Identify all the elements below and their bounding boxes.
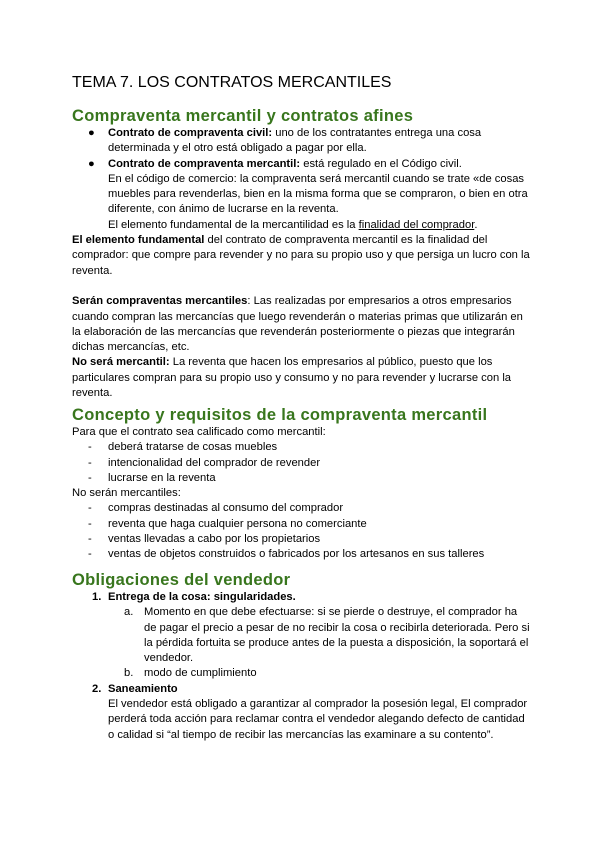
item-letter: a.	[124, 606, 134, 619]
list-item	[72, 547, 532, 562]
bold-text: Serán compraventas mercantiles	[72, 295, 248, 308]
sub-item	[72, 666, 532, 681]
list-text: intencionalidad del comprador de revender	[108, 456, 321, 469]
section-concepto	[72, 405, 532, 563]
bullet-body: uno de los contratantes entrega una cosa determinada y el otro está obligado a pagar por ella.	[108, 127, 482, 155]
bold-text: El elemento fundamental	[72, 234, 205, 247]
list-item	[72, 440, 532, 455]
list-text: compras destinadas al consumo del comprador	[108, 502, 344, 515]
bullet-extra: En el código de comercio: la compraventa será mercantil cuando se trate «de cosas muebles para revenderlas, bien en la misma forma que se compraron, o bien en otra diferente, con ánimo de lucrarse en la reventa.	[108, 172, 528, 216]
item-title: Entrega de la cosa: singularidades.	[108, 591, 296, 603]
list-text: reventa que haga cualquier persona no comerciante	[108, 517, 367, 530]
paragraph: Para que el contrato sea calificado como mercantil:	[72, 426, 326, 438]
text: del contrato de compraventa mercantil es la finalidad del comprador: que compre para revender y no para su propio uso y que persiga un lucro con la reventa.	[72, 234, 530, 277]
dash-icon: -	[88, 471, 92, 484]
text: La reventa que hacen los empresarios al público, puesto que los particulares compran para su propio uso y consumo y no para revender y lucrarse con la reventa.	[72, 356, 512, 400]
sub-item-text: Momento en que debe efectuarse: si se pierde o destruye, el comprador ha de pagar el precio a pesar de no recibir la cosa o recibirla deteriorada. Pero si la pérdida fortuita se produce antes de la puesta a disposición, la soportará el vendedor.	[144, 606, 530, 665]
bullet-text	[108, 126, 532, 157]
text: .	[474, 218, 478, 231]
item-title: Saneamiento	[108, 682, 178, 695]
list-text: lucrarse en la reventa	[108, 471, 216, 484]
dash-icon: -	[88, 517, 92, 530]
paragraph	[72, 355, 532, 401]
dash-icon: -	[88, 548, 92, 561]
document-title: TEMA 7. LOS CONTRATOS MERCANTILES	[72, 74, 392, 91]
sub-item	[72, 605, 532, 666]
list-text: ventas llevadas a cabo por los propietarios	[108, 533, 321, 546]
list-item	[72, 456, 532, 471]
paragraph	[72, 233, 532, 279]
dash-icon: -	[88, 456, 92, 469]
bullet-icon: ●	[88, 127, 95, 139]
item-number: 2.	[92, 682, 102, 695]
bullet-extra2	[108, 218, 532, 233]
section-compraventa	[72, 106, 532, 401]
paragraph: No serán mercantiles:	[72, 487, 181, 500]
bullet-bold: Contrato de compraventa civil:	[108, 127, 273, 139]
paragraph	[72, 294, 532, 355]
sub-item-text: modo de cumplimiento	[144, 667, 257, 680]
bullet-body: está regulado en el Código civil.	[300, 157, 462, 170]
section-heading: Concepto y requisitos de la compraventa mercantil	[72, 406, 488, 424]
dash-icon: -	[88, 441, 92, 454]
list-text: deberá tratarse de cosas muebles	[108, 441, 278, 454]
text: El elemento fundamental de la mercantilidad es la	[108, 218, 359, 231]
item-number: 1.	[92, 591, 102, 603]
list-item	[72, 501, 532, 516]
item-letter: b.	[124, 667, 134, 680]
list-item	[72, 517, 532, 532]
section-heading: Obligaciones del vendedor	[72, 571, 291, 589]
bullet-icon: ●	[88, 157, 95, 170]
section-obligaciones	[72, 570, 532, 743]
text: : Las realizadas por empresarios a otros empresarios cuando compran las mercancías que luego revenderán o materias primas que utilizarán en la elaboración de las mercancías que revenderán posteriormente o piezas que integrarán dichas mercancías, etc.	[72, 295, 523, 354]
bullet-item	[72, 126, 532, 157]
numbered-item	[72, 590, 532, 605]
bullet-bold: Contrato de compraventa mercantil:	[108, 157, 301, 170]
item-text: El vendedor está obligado a garantizar al comprador la posesión legal, El comprador perderá toda acción para reclamar contra el vendedor alegando defecto de cantidad o calidad si “al tiempo de recibir las mercancías las examinare a su contento”.	[108, 698, 528, 741]
list-text: ventas de objetos construidos o fabricados por los artesanos en sus talleres	[108, 548, 485, 561]
bullet-item	[72, 157, 532, 233]
numbered-item	[72, 682, 532, 743]
bullet-text	[108, 157, 532, 172]
underlined-text: finalidad del comprador	[358, 218, 475, 231]
bold-text: No será mercantil:	[72, 356, 170, 369]
dash-icon: -	[88, 533, 92, 546]
list-item	[72, 471, 532, 486]
section-heading: Compraventa mercantil y contratos afines	[72, 107, 414, 125]
dash-icon: -	[88, 502, 92, 515]
list-item	[72, 532, 532, 547]
